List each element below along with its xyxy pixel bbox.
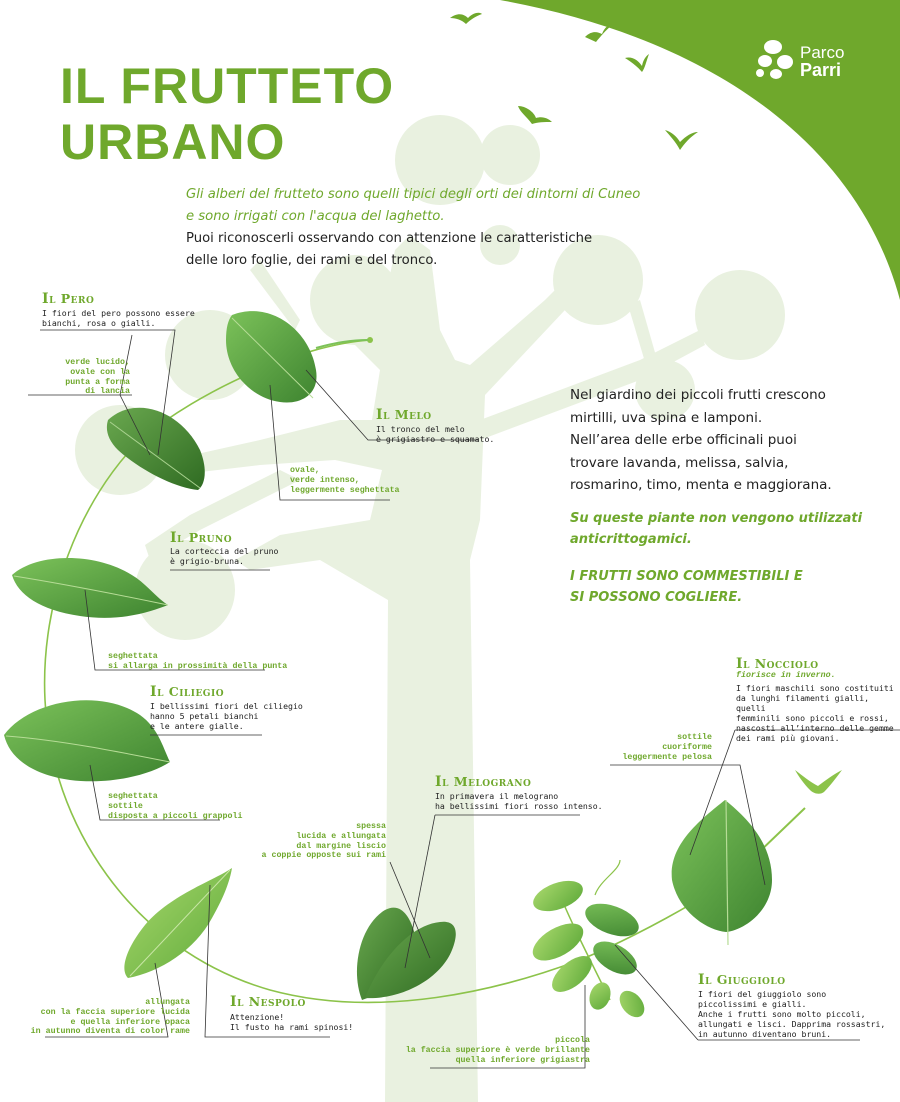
- pruno-note: [108, 652, 287, 672]
- pruno-note-line: si allarga in prossimità della punta: [108, 661, 288, 671]
- melo-note-line: verde intenso,: [290, 475, 360, 485]
- melograno-note-line: dal margine liscio: [296, 841, 386, 851]
- ciliegio-note-line: sottile: [108, 801, 143, 811]
- giuggiolo-title: [698, 972, 786, 988]
- nocciolo-desc-line: femminili sono piccoli e rossi,: [736, 713, 889, 723]
- pero-title: [42, 291, 94, 307]
- nocciolo-subtitle: fiorisce in inverno.: [736, 671, 836, 680]
- garden-line: Nel giardino dei piccoli frutti crescono: [570, 387, 826, 403]
- melograno-title-initial: I: [435, 774, 443, 790]
- pruno-title: [170, 530, 232, 546]
- page-title: [60, 58, 394, 170]
- nespolo-desc: [230, 1012, 353, 1032]
- melo-note: [290, 466, 400, 495]
- ciliegio-desc: [150, 701, 303, 731]
- ciliegio-leaf: [4, 700, 170, 781]
- pruno-title-initial: I: [170, 530, 178, 546]
- nespolo-desc-line: Attenzione!: [230, 1012, 285, 1022]
- nocciolo-note-line: cuoriforme: [662, 742, 712, 752]
- intro-body-1: Puoi riconoscerli osservando con attenzione le caratteristiche: [186, 231, 593, 246]
- melo-desc-line: è grigiastro e squamato.: [376, 434, 495, 444]
- ciliegio-title-initial: I: [150, 684, 158, 700]
- melo-title-initial: I: [376, 407, 384, 423]
- melo-desc-line: Il tronco del melo: [376, 424, 465, 434]
- nocciolo-desc-line: dei rami più giovani.: [736, 733, 840, 743]
- nocciolo-title-initial: I: [736, 656, 744, 672]
- ciliegio-title: [150, 684, 224, 700]
- nocciolo-note-line: leggermente pelosa: [622, 752, 712, 762]
- pruno-desc-line: è grigio-bruna.: [170, 556, 244, 566]
- logo-word-parco: Parco: [800, 43, 845, 62]
- nespolo-title-initial: I: [230, 994, 238, 1010]
- edible-line-2: SI POSSONO COGLIERE.: [570, 590, 743, 605]
- giuggiolo-note: [400, 1036, 590, 1065]
- melograno-note-line: lucida e allungata: [296, 831, 386, 841]
- giuggiolo-desc-line: in autunno diventano bruni.: [698, 1029, 832, 1039]
- giuggiolo-desc-line: piccolissimi e gialli.: [698, 999, 807, 1009]
- melo-desc: [376, 424, 494, 444]
- pruno-desc-line: La corteccia del pruno: [170, 546, 279, 556]
- giuggiolo-desc-line: Anche i frutti sono molto piccoli,: [698, 1009, 866, 1019]
- nocciolo-title-rest: l Nocciolo: [743, 656, 819, 671]
- pero-note-line: ovale con la: [70, 367, 130, 377]
- nocciolo-desc-line: da lunghi filamenti gialli, quelli: [736, 693, 870, 713]
- edible-text: [570, 566, 870, 608]
- pero-note-line: punta a forma: [65, 377, 130, 387]
- pruno-desc: [170, 546, 278, 566]
- nespolo-leaf: [124, 868, 232, 978]
- nespolo-note: [20, 998, 190, 1037]
- nespolo-note-line: con la faccia superiore lucida: [40, 1007, 190, 1017]
- melograno-desc-line: In primavera il melograno: [435, 791, 559, 801]
- nespolo-note-line: allungata: [145, 998, 190, 1007]
- ciliegio-title-rest: l Ciliegio: [157, 684, 225, 699]
- intro-highlight-1: Gli alberi del frutteto sono quelli tipici degli orti dei dintorni di Cuneo: [186, 187, 641, 202]
- melo-note-line: leggermente seghettata: [290, 485, 400, 495]
- giuggiolo-note-line: piccola: [555, 1036, 590, 1045]
- garden-line: mirtilli, uva spina e lamponi.: [570, 409, 763, 426]
- melograno-title: [435, 774, 531, 790]
- warning-line-1: Su queste piante non vengono utilizzati: [570, 511, 863, 526]
- melo-title-rest: l Melo: [383, 407, 432, 422]
- intro-highlight-2: e sono irrigati con l'acqua del laghetto.: [186, 209, 445, 224]
- nocciolo-desc-line: nascosti all’interno delle gemme: [736, 723, 894, 733]
- ciliegio-note-line: seghettata: [108, 792, 158, 801]
- nocciolo-note-line: sottile: [677, 733, 712, 742]
- garden-line: Nell’area delle erbe officinali puoi: [570, 432, 797, 448]
- nocciolo-desc-line: I fiori maschili sono costituiti: [736, 683, 894, 693]
- nespolo-note-line: in autunno diventa di color rame: [30, 1027, 190, 1037]
- ciliegio-desc-line: hanno 5 petali bianchi: [150, 711, 259, 721]
- nespolo-desc-line: Il fusto ha rami spinosi!: [230, 1022, 354, 1032]
- melograno-note-line: a coppie opposte sui rami: [261, 851, 386, 861]
- pero-note-line: verde lucido,: [65, 358, 130, 367]
- garden-line: trovare lavanda, melissa, salvia,: [570, 454, 789, 471]
- logo-word-parri: Parri: [800, 60, 842, 80]
- title-line-2: URBANO: [60, 114, 286, 170]
- ciliegio-note: [108, 792, 242, 821]
- ciliegio-desc-line: I bellissimi fiori del ciliegio: [150, 701, 303, 711]
- melo-note-line: ovale,: [290, 466, 320, 475]
- nespolo-title-rest: l Nespolo: [237, 994, 306, 1009]
- intro-text: [186, 184, 656, 272]
- melograno-note-line: spessa: [356, 822, 386, 831]
- giuggiolo-note-line: quella inferiore grigiastra: [455, 1055, 590, 1065]
- edible-line-1: I FRUTTI SONO COMMESTIBILI E: [570, 569, 803, 584]
- giuggiolo-desc-line: allungati e lisci. Dapprima rossastri,: [698, 1019, 886, 1029]
- melograno-desc: [435, 791, 603, 811]
- dots-logo-icon: [755, 38, 797, 80]
- pero-title-initial: I: [42, 291, 50, 307]
- nespolo-title: [230, 994, 306, 1010]
- pero-note: [30, 358, 130, 397]
- melograno-note: [260, 822, 386, 861]
- nocciolo-note: [600, 733, 712, 762]
- warning-text: [570, 508, 870, 550]
- pruno-title-rest: l Pruno: [177, 530, 233, 545]
- giuggiolo-desc-line: I fiori del giuggiolo sono: [698, 989, 827, 999]
- parco-parri-logo[interactable]: [755, 38, 865, 108]
- pruno-note-line: seghettata: [108, 652, 158, 661]
- giuggiolo-title-initial: I: [698, 972, 706, 988]
- title-line-1: IL FRUTTETO: [60, 58, 395, 114]
- melo-title: [376, 407, 432, 423]
- intro-body-2: delle loro foglie, dei rami e del tronco.: [186, 253, 438, 268]
- melograno-desc-line: ha bellissimi fiori rosso intenso.: [435, 801, 603, 811]
- giuggiolo-sprig: [527, 875, 650, 1022]
- warning-line-2: anticrittogamici.: [570, 532, 692, 547]
- pero-desc: [42, 308, 195, 328]
- garden-line: rosmarino, timo, menta e maggiorana.: [570, 477, 832, 493]
- pero-title-rest: l Pero: [49, 291, 95, 306]
- nespolo-note-line: e quella inferiore opaca: [70, 1017, 190, 1027]
- pero-desc-line: I fiori del pero possono essere: [42, 308, 195, 318]
- nocciolo-desc: [736, 683, 900, 743]
- giuggiolo-title-rest: l Giuggiolo: [705, 972, 786, 987]
- giuggiolo-desc: [698, 989, 885, 1039]
- melograno-title-rest: l Melograno: [442, 774, 532, 789]
- ciliegio-desc-line: e le antere gialle.: [150, 721, 244, 731]
- nocciolo-title: [736, 656, 819, 672]
- nocciolo-leaf: [672, 800, 772, 945]
- pero-note-line: di lancia: [85, 387, 130, 397]
- giuggiolo-note-line: la faccia superiore è verde brillante: [405, 1045, 590, 1055]
- pero-desc-line: bianchi, rosa o gialli.: [42, 318, 156, 328]
- garden-text: [570, 384, 870, 497]
- ciliegio-note-line: disposta a piccoli grappoli: [108, 811, 243, 821]
